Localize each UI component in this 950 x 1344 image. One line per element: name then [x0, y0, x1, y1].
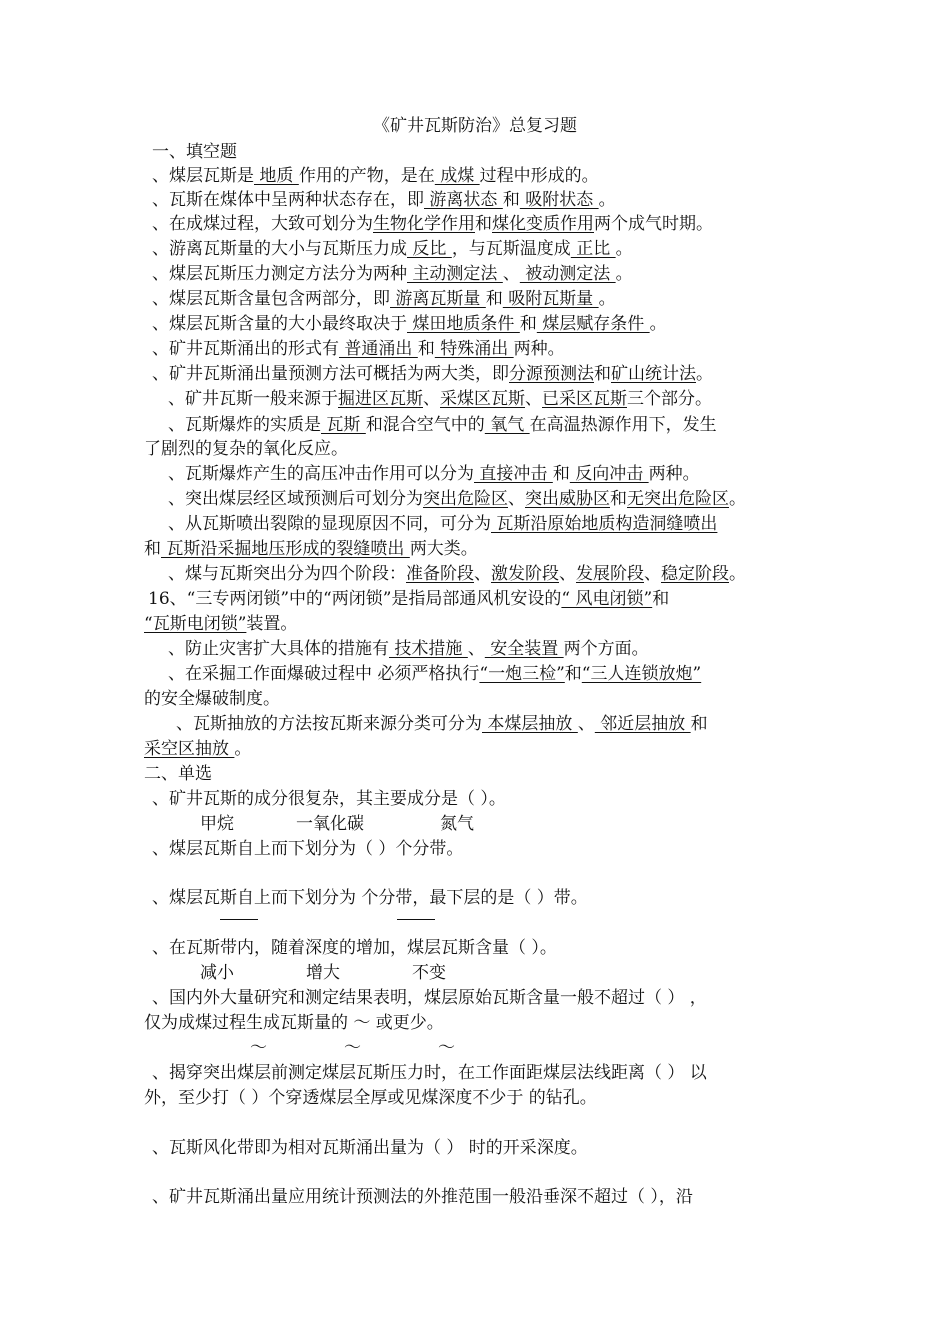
question-3: 、在成煤过程，大致可划分为生物化学作用和煤化变质作用两个成气时期。: [152, 214, 713, 234]
answer: 煤层赋存条件: [536, 314, 650, 334]
question-14-continued: 和 瓦斯沿采掘地压形成的裂缝喷出 两大类。: [144, 539, 478, 559]
question-16: 16、“三专两闭锁”中的“两闭锁”是指局部通风机安设的“ 风电闭锁”和: [148, 589, 670, 609]
question-1: 、煤层瓦斯是 地质 作用的产物，是在 成煤 过程中形成的。: [152, 166, 599, 186]
answer: 瓦斯沿原始地质构造洞缝喷出: [491, 514, 718, 534]
answer: 无突出危险区: [627, 489, 729, 509]
answer: 邻近层抽放: [594, 714, 691, 734]
choice-question-8: 、矿井瓦斯涌出量应用统计预测法的外推范围一般沿垂深不超过（ ），沿: [152, 1187, 693, 1207]
choice-question-6-continued: 外，至少打（ ）个穿透煤层全厚或见煤深度不少于 的钻孔。: [144, 1088, 597, 1108]
choice-question-5-continued: 仅为成煤过程生成瓦斯量的 ～ 或更少。: [144, 1013, 444, 1033]
page-title: 《矿井瓦斯防治》总复习题: [373, 116, 577, 136]
section-fill-blank-heading: 一、填空题: [152, 142, 237, 162]
choice-question-5: 、国内外大量研究和测定结果表明，煤层原始瓦斯含量一般不超过（ ） ，: [152, 988, 707, 1008]
question-11: 、瓦斯爆炸的实质是 瓦斯 和混合空气中的 氧气 在高温热源作用下，发生: [168, 415, 717, 435]
answer: 特殊涌出: [434, 339, 514, 359]
question-2: 、瓦斯在煤体中呈两种状态存在，即 游离状态 和 吸附状态 。: [152, 190, 616, 210]
question-6: 、煤层瓦斯含量包含两部分，即 游离瓦斯量 和 吸附瓦斯量 。: [152, 289, 616, 309]
answer: 瓦斯沿采掘地压形成的裂缝喷出: [161, 539, 410, 559]
question-18: 、在采掘工作面爆破过程中 必须严格执行“一炮三检”和“三人连锁放炮”: [168, 664, 702, 684]
answer: 掘进区瓦斯: [338, 389, 423, 409]
question-5: 、煤层瓦斯压力测定方法分为两种 主动测定法 、 被动测定法 。: [152, 264, 633, 284]
answer: 已采区瓦斯: [542, 389, 627, 409]
question-19: 、瓦斯抽放的方法按瓦斯来源分类可分为 本煤层抽放 、 邻近层抽放 和: [176, 714, 708, 734]
answer: 反比: [407, 239, 452, 259]
answer: 游离状态: [424, 190, 503, 210]
choice-question-1: 、矿井瓦斯的成分很复杂，其主要成分是（ ）。: [152, 789, 506, 809]
question-9: 、矿井瓦斯涌出量预测方法可概括为两大类，即分源预测法和矿山统计法。: [152, 364, 713, 384]
answer: 分源预测法: [509, 364, 594, 384]
question-7: 、煤层瓦斯含量的大小最终取决于 煤田地质条件 和 煤层赋存条件 。: [152, 314, 667, 334]
question-14: 、从瓦斯喷出裂隙的显现原因不同，可分为 瓦斯沿原始地质构造洞缝喷出: [168, 514, 718, 534]
question-8: 、矿井瓦斯涌出的形式有 普通涌出 和 特殊涌出 两种。: [152, 339, 565, 359]
option-a: 减小: [200, 963, 234, 983]
question-10: 、矿井瓦斯一般来源于掘进区瓦斯、采煤区瓦斯、已采区瓦斯三个部分。: [168, 389, 712, 409]
answer: 安全装置: [484, 639, 564, 659]
option-b: ～: [344, 1038, 361, 1058]
answer: 煤田地质条件: [407, 314, 520, 334]
question-12: 、瓦斯爆炸产生的高压冲击作用可以分为 直接冲击 和 反向冲击 两种。: [168, 464, 700, 484]
answer: 吸附状态: [519, 190, 599, 210]
answer: 采空区抽放: [144, 739, 235, 759]
answer: 地质: [254, 166, 299, 186]
answer: 氧气: [484, 415, 530, 435]
answer: “ 风电闭锁”: [561, 589, 653, 609]
section-single-choice-heading: 二、单选: [144, 764, 212, 784]
answer: 直接冲击: [474, 464, 553, 484]
question-17: 、防止灾害扩大具体的措施有 技术措施 、 安全装置 两个方面。: [168, 639, 649, 659]
question-18-continued: 的安全爆破制度。: [144, 689, 280, 709]
answer: 反向冲击: [569, 464, 649, 484]
question-19-continued: 采空区抽放 。: [144, 739, 252, 759]
choice-question-2: 、煤层瓦斯自上而下划分为（ ）个分带。: [152, 839, 464, 859]
answer: 突出危险区: [423, 489, 508, 509]
question-4: 、游离瓦斯量的大小与瓦斯压力成 反比 ，与瓦斯温度成 正比 。: [152, 239, 633, 259]
answer: 稳定阶段: [661, 564, 729, 584]
answer: 普通涌出: [339, 339, 418, 359]
option-a: 甲烷: [200, 814, 234, 834]
answer: 技术措施: [389, 639, 468, 659]
choice-question-6: 、揭穿突出煤层前测定煤层瓦斯压力时，在工作面距煤层法线距离（ ） 以: [152, 1063, 707, 1083]
answer: 生物化学作用: [373, 214, 475, 234]
answer: 瓦斯: [321, 415, 366, 435]
answer: 激发阶段: [491, 564, 559, 584]
answer: 煤化变质作用: [492, 214, 594, 234]
answer: 主动测定法: [407, 264, 503, 284]
answer: 准备阶段: [406, 564, 474, 584]
option-c: ～: [438, 1038, 455, 1058]
question-16-continued: “瓦斯电闭锁”装置。: [144, 614, 298, 634]
option-c: 氮气: [440, 814, 474, 834]
answer: 发展阶段: [576, 564, 644, 584]
option-c: 不变: [412, 963, 446, 983]
choice-question-7: 、瓦斯风化带即为相对瓦斯涌出量为（ ） 时的开采深度。: [152, 1138, 588, 1158]
answer: 采煤区瓦斯: [440, 389, 525, 409]
answer: 吸附瓦斯量: [502, 289, 599, 309]
choice-question-4: 、在瓦斯带内，随着深度的增加，煤层瓦斯含量（ ）。: [152, 938, 557, 958]
choice-question-3: 、煤层瓦斯自上而下划分为 个分带，最下层的是（ ）带。: [152, 888, 588, 908]
question-11-continued: 了剧烈的复杂的氧化反应。: [144, 439, 348, 459]
option-b: 增大: [306, 963, 340, 983]
answer: 游离瓦斯量: [390, 289, 486, 309]
blank-line: [220, 919, 258, 920]
question-15: 、煤与瓦斯突出分为四个阶段：准备阶段、激发阶段、发展阶段、稳定阶段。: [168, 564, 746, 584]
answer: 成煤: [434, 166, 480, 186]
answer: 本煤层抽放: [482, 714, 578, 734]
option-a: ～: [250, 1038, 267, 1058]
answer: “瓦斯电闭锁”: [144, 614, 247, 634]
answer: 被动测定法: [519, 264, 616, 284]
answer: 正比: [570, 239, 616, 259]
answer: “三人连锁放炮”: [581, 664, 702, 684]
question-13: 、突出煤层经区域预测后可划分为突出危险区、突出威胁区和无突出危险区。: [168, 489, 746, 509]
answer: “一炮三检”: [479, 664, 565, 684]
option-b: 一氧化碳: [296, 814, 364, 834]
blank-line: [397, 919, 435, 920]
answer: 突出威胁区: [525, 489, 610, 509]
answer: 矿山统计法: [611, 364, 696, 384]
